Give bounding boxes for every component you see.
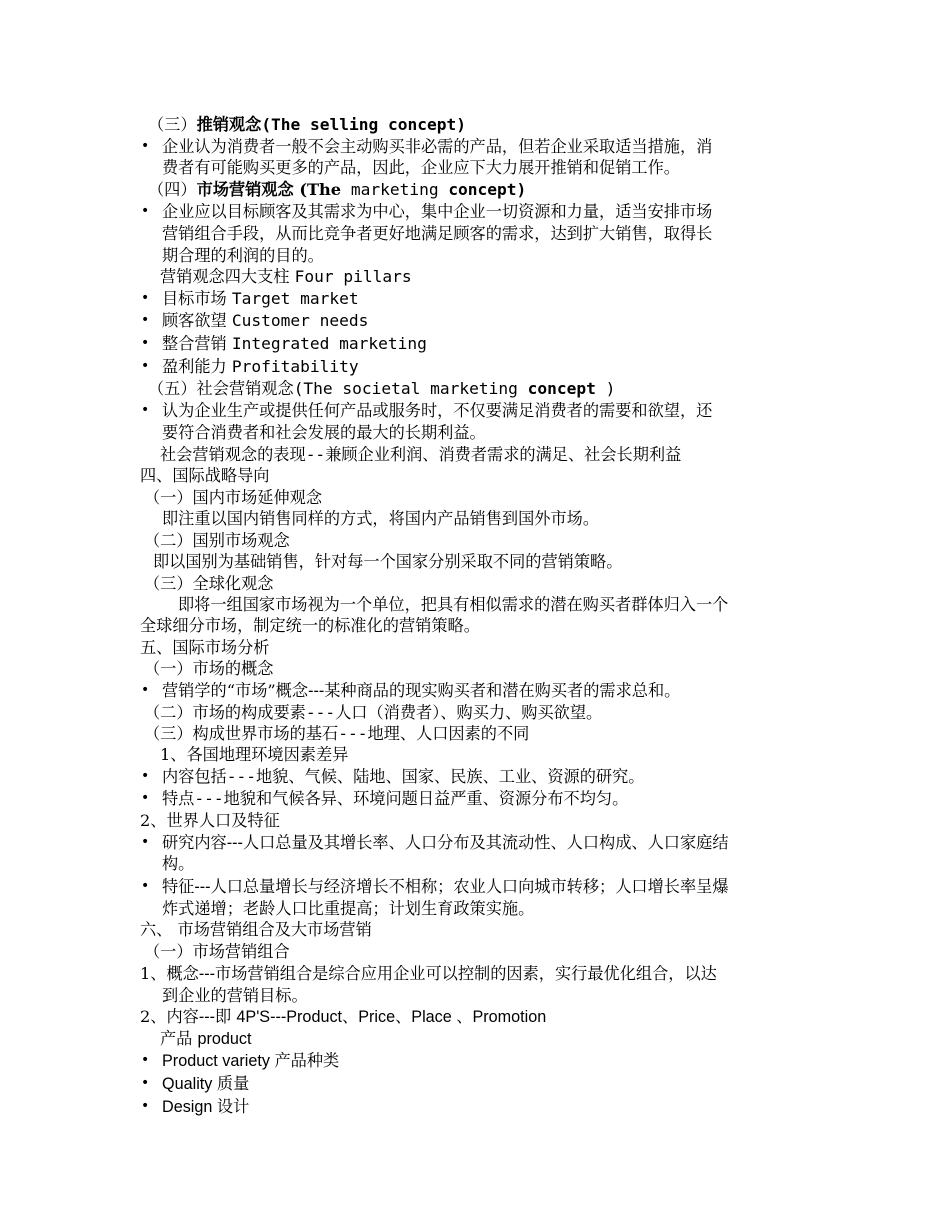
- text-run: ---: [338, 724, 368, 743]
- text-run: 企业认为消费者一般不会主动购买非必需的产品，但若企业采取适当措施，消: [162, 137, 713, 156]
- bullet-marker: •: [141, 312, 150, 328]
- bullet-item: [162, 1096, 249, 1118]
- text-run: （一）市场营销组合: [144, 942, 290, 961]
- text-run: 研究内容: [162, 833, 227, 852]
- text-run: 人口（消费者）、购买力、购买欲望。: [335, 703, 603, 722]
- text-run: ---: [198, 965, 216, 983]
- text-line: [140, 810, 280, 831]
- text-run: ---: [194, 789, 224, 808]
- text-run: ---: [226, 767, 256, 786]
- text-run: 特征: [162, 877, 195, 896]
- text-run: 六、 市场营销组合及大市场营销: [140, 920, 372, 939]
- text-line: [162, 422, 486, 443]
- text-line: [144, 941, 290, 962]
- text-line: [144, 573, 274, 594]
- bullet-item: [162, 1050, 339, 1072]
- text-run: 地貌、气候、陆地、国家、民族、工业、资源的研究。: [256, 767, 645, 786]
- text-run: 人口总量及其增长率、人口分布及其流动性、人口构成、人口家庭结: [242, 833, 729, 852]
- text-run: (The societal marketing: [293, 379, 528, 398]
- text-run: ---: [308, 682, 325, 700]
- text-run: 社会营销观念的表现: [160, 445, 306, 464]
- text-line: [162, 223, 712, 244]
- text-run: 盈利能力: [162, 357, 232, 376]
- bullet-item: [162, 766, 645, 787]
- text-line: [140, 637, 270, 658]
- text-run: （五）社会营销观念: [148, 379, 294, 398]
- text-line: [140, 919, 372, 940]
- bullet-item: [162, 136, 712, 157]
- text-line: [153, 551, 622, 572]
- text-line: [160, 266, 412, 287]
- text-line: [144, 723, 529, 744]
- text-line: [178, 594, 728, 615]
- text-run: (The selling concept): [261, 115, 466, 134]
- text-run: 认为企业生产或提供任何产品或服务时，不仅要满足消费者的需要和欲望，还: [162, 401, 713, 420]
- text-run: （三）构成世界市场的基石: [144, 724, 339, 743]
- text-run: 全球细分市场，制定统一的标准化的营销策略。: [140, 616, 480, 635]
- text-run: marketing: [341, 180, 449, 199]
- text-run: （三）全球化观念: [144, 574, 274, 593]
- text-run: 企业应以目标顾客及其需求为中心，集中企业一切资源和力量，适当安排市场: [162, 202, 713, 221]
- text-run: ---: [194, 878, 211, 896]
- text-run: 1、概念: [140, 964, 199, 983]
- bullet-item: [162, 788, 628, 809]
- text-run: 营销学的“市场”概念: [162, 681, 309, 700]
- text-run: 营销组合手段，从而比竞争者更好地满足顾客的需求，达到扩大销售，取得长: [162, 224, 713, 243]
- text-run: 设计: [216, 1097, 250, 1116]
- text-line: [144, 530, 290, 551]
- text-run: Product variety: [162, 1052, 275, 1070]
- text-run: 地貌和气候各异、环境问题日益严重、资源分布不均匀。: [223, 789, 629, 808]
- text-run: Design: [162, 1098, 217, 1116]
- text-run: 整合营销: [162, 334, 232, 353]
- text-run: Customer needs: [231, 311, 369, 330]
- text-run: ---: [198, 1008, 216, 1026]
- bullet-marker: •: [141, 768, 150, 784]
- text-run: 即注重以国内销售同样的方式，将国内产品销售到国外市场。: [162, 509, 600, 528]
- text-run: ): [595, 379, 616, 398]
- text-line: [148, 179, 526, 200]
- bullet-marker: •: [141, 878, 150, 894]
- text-run: 特点: [162, 789, 195, 808]
- text-run: Quality: [162, 1075, 217, 1093]
- bullet-item: [162, 310, 368, 331]
- bullet-marker: •: [141, 1052, 150, 1068]
- text-line: [144, 702, 602, 723]
- text-run: 即: [215, 1007, 237, 1026]
- text-run: Four pillars: [294, 267, 412, 286]
- text-run: concept: [527, 379, 596, 398]
- text-run: 费者有可能购买更多的产品，因此，企业应下大力展开推销和促销工作。: [162, 158, 680, 177]
- text-run: Profitability: [231, 357, 359, 376]
- text-run: product: [197, 1030, 252, 1048]
- text-run: 炸式递增；老龄人口比重提高；计划生育政策实施。: [162, 899, 535, 918]
- text-run: 顾客欲望: [162, 311, 232, 330]
- text-line: [162, 508, 599, 529]
- bullet-item: [162, 1073, 249, 1095]
- text-line: [162, 157, 680, 178]
- bullet-item: [162, 832, 729, 854]
- text-run: Target market: [231, 289, 359, 308]
- text-line: [144, 658, 274, 679]
- text-run: 内容包括: [162, 767, 227, 786]
- text-run: 构。: [162, 854, 195, 873]
- text-run: Integrated marketing: [231, 334, 427, 353]
- text-run: 四、国际战略导向: [140, 466, 270, 485]
- text-run: 4P'S---Product、Price、Place 、Promotion: [236, 1008, 547, 1026]
- text-run: 五、国际市场分析: [140, 638, 270, 657]
- text-run: 市场营销观念 (The: [196, 180, 342, 199]
- text-line: [162, 898, 534, 919]
- text-line: [162, 985, 308, 1006]
- text-run: 兼顾企业利润、消费者需求的满足、社会长期利益: [325, 445, 682, 464]
- text-run: （二）市场的构成要素: [144, 703, 306, 722]
- text-line: [160, 444, 681, 465]
- text-run: （四）: [148, 180, 197, 199]
- bullet-marker: •: [141, 1098, 150, 1114]
- text-run: 即将一组国家市场视为一个单位，把具有相似需求的潜在购买者群体归入一个: [178, 595, 729, 614]
- text-run: 产品种类: [274, 1051, 340, 1070]
- text-run: ---: [305, 703, 336, 722]
- bullet-item: [162, 288, 359, 309]
- bullet-marker: •: [141, 138, 150, 154]
- bullet-marker: •: [141, 203, 150, 219]
- text-run: 2、内容: [140, 1007, 199, 1026]
- text-line: [140, 1006, 546, 1028]
- bullet-item: [162, 680, 680, 702]
- text-run: 地理、人口因素的不同: [367, 724, 530, 743]
- text-run: （三）: [148, 115, 197, 134]
- bullet-marker: •: [141, 1075, 150, 1091]
- text-run: （一）市场的概念: [144, 659, 274, 678]
- text-line: [148, 378, 615, 399]
- bullet-item: [162, 201, 712, 222]
- text-run: 营销观念四大支柱: [160, 267, 295, 286]
- text-line: [162, 245, 324, 266]
- bullet-marker: •: [141, 335, 150, 351]
- text-line: [162, 853, 194, 874]
- text-run: concept): [448, 180, 527, 199]
- text-run: 人口总量增长与经济增长不相称；农业人口向城市转移；人口增长率呈爆: [210, 877, 729, 896]
- text-run: （二）国别市场观念: [144, 531, 290, 550]
- bullet-marker: •: [141, 290, 150, 306]
- text-line: [140, 465, 270, 486]
- bullet-item: [162, 356, 359, 377]
- text-line: [160, 744, 348, 765]
- text-line: [140, 963, 717, 985]
- text-run: 到企业的营销目标。: [162, 986, 308, 1005]
- text-line: [160, 1028, 252, 1050]
- text-run: 期合理的利润的目的。: [162, 246, 324, 265]
- text-line: [144, 487, 322, 508]
- bullet-marker: •: [141, 790, 150, 806]
- bullet-item: [162, 876, 729, 898]
- text-run: 要符合消费者和社会发展的最大的长期利益。: [162, 423, 486, 442]
- text-run: 市场营销组合是综合应用企业可以控制的因素，实行最优化组合，以达: [215, 964, 717, 983]
- bullet-marker: •: [141, 358, 150, 374]
- text-run: 推销观念: [196, 115, 262, 134]
- bullet-item: [162, 400, 712, 421]
- text-run: （一）国内市场延伸观念: [144, 488, 323, 507]
- text-line: [140, 615, 480, 636]
- text-run: 某种商品的现实购买者和潜在购买者的需求总和。: [324, 681, 681, 700]
- text-run: 1、各国地理环境因素差异: [160, 745, 349, 764]
- bullet-marker: •: [141, 682, 150, 698]
- bullet-marker: •: [141, 402, 150, 418]
- bullet-marker: •: [141, 834, 150, 850]
- text-run: 目标市场: [162, 289, 232, 308]
- bullet-item: [162, 333, 427, 354]
- text-line: [148, 114, 466, 135]
- text-run: 2、世界人口及特征: [140, 811, 280, 830]
- text-run: --: [305, 445, 326, 464]
- text-run: ---: [226, 834, 243, 852]
- text-run: 即以国别为基础销售，针对每一个国家分别采取不同的营销策略。: [153, 552, 623, 571]
- text-run: 产品: [160, 1029, 198, 1048]
- text-run: 质量: [216, 1074, 250, 1093]
